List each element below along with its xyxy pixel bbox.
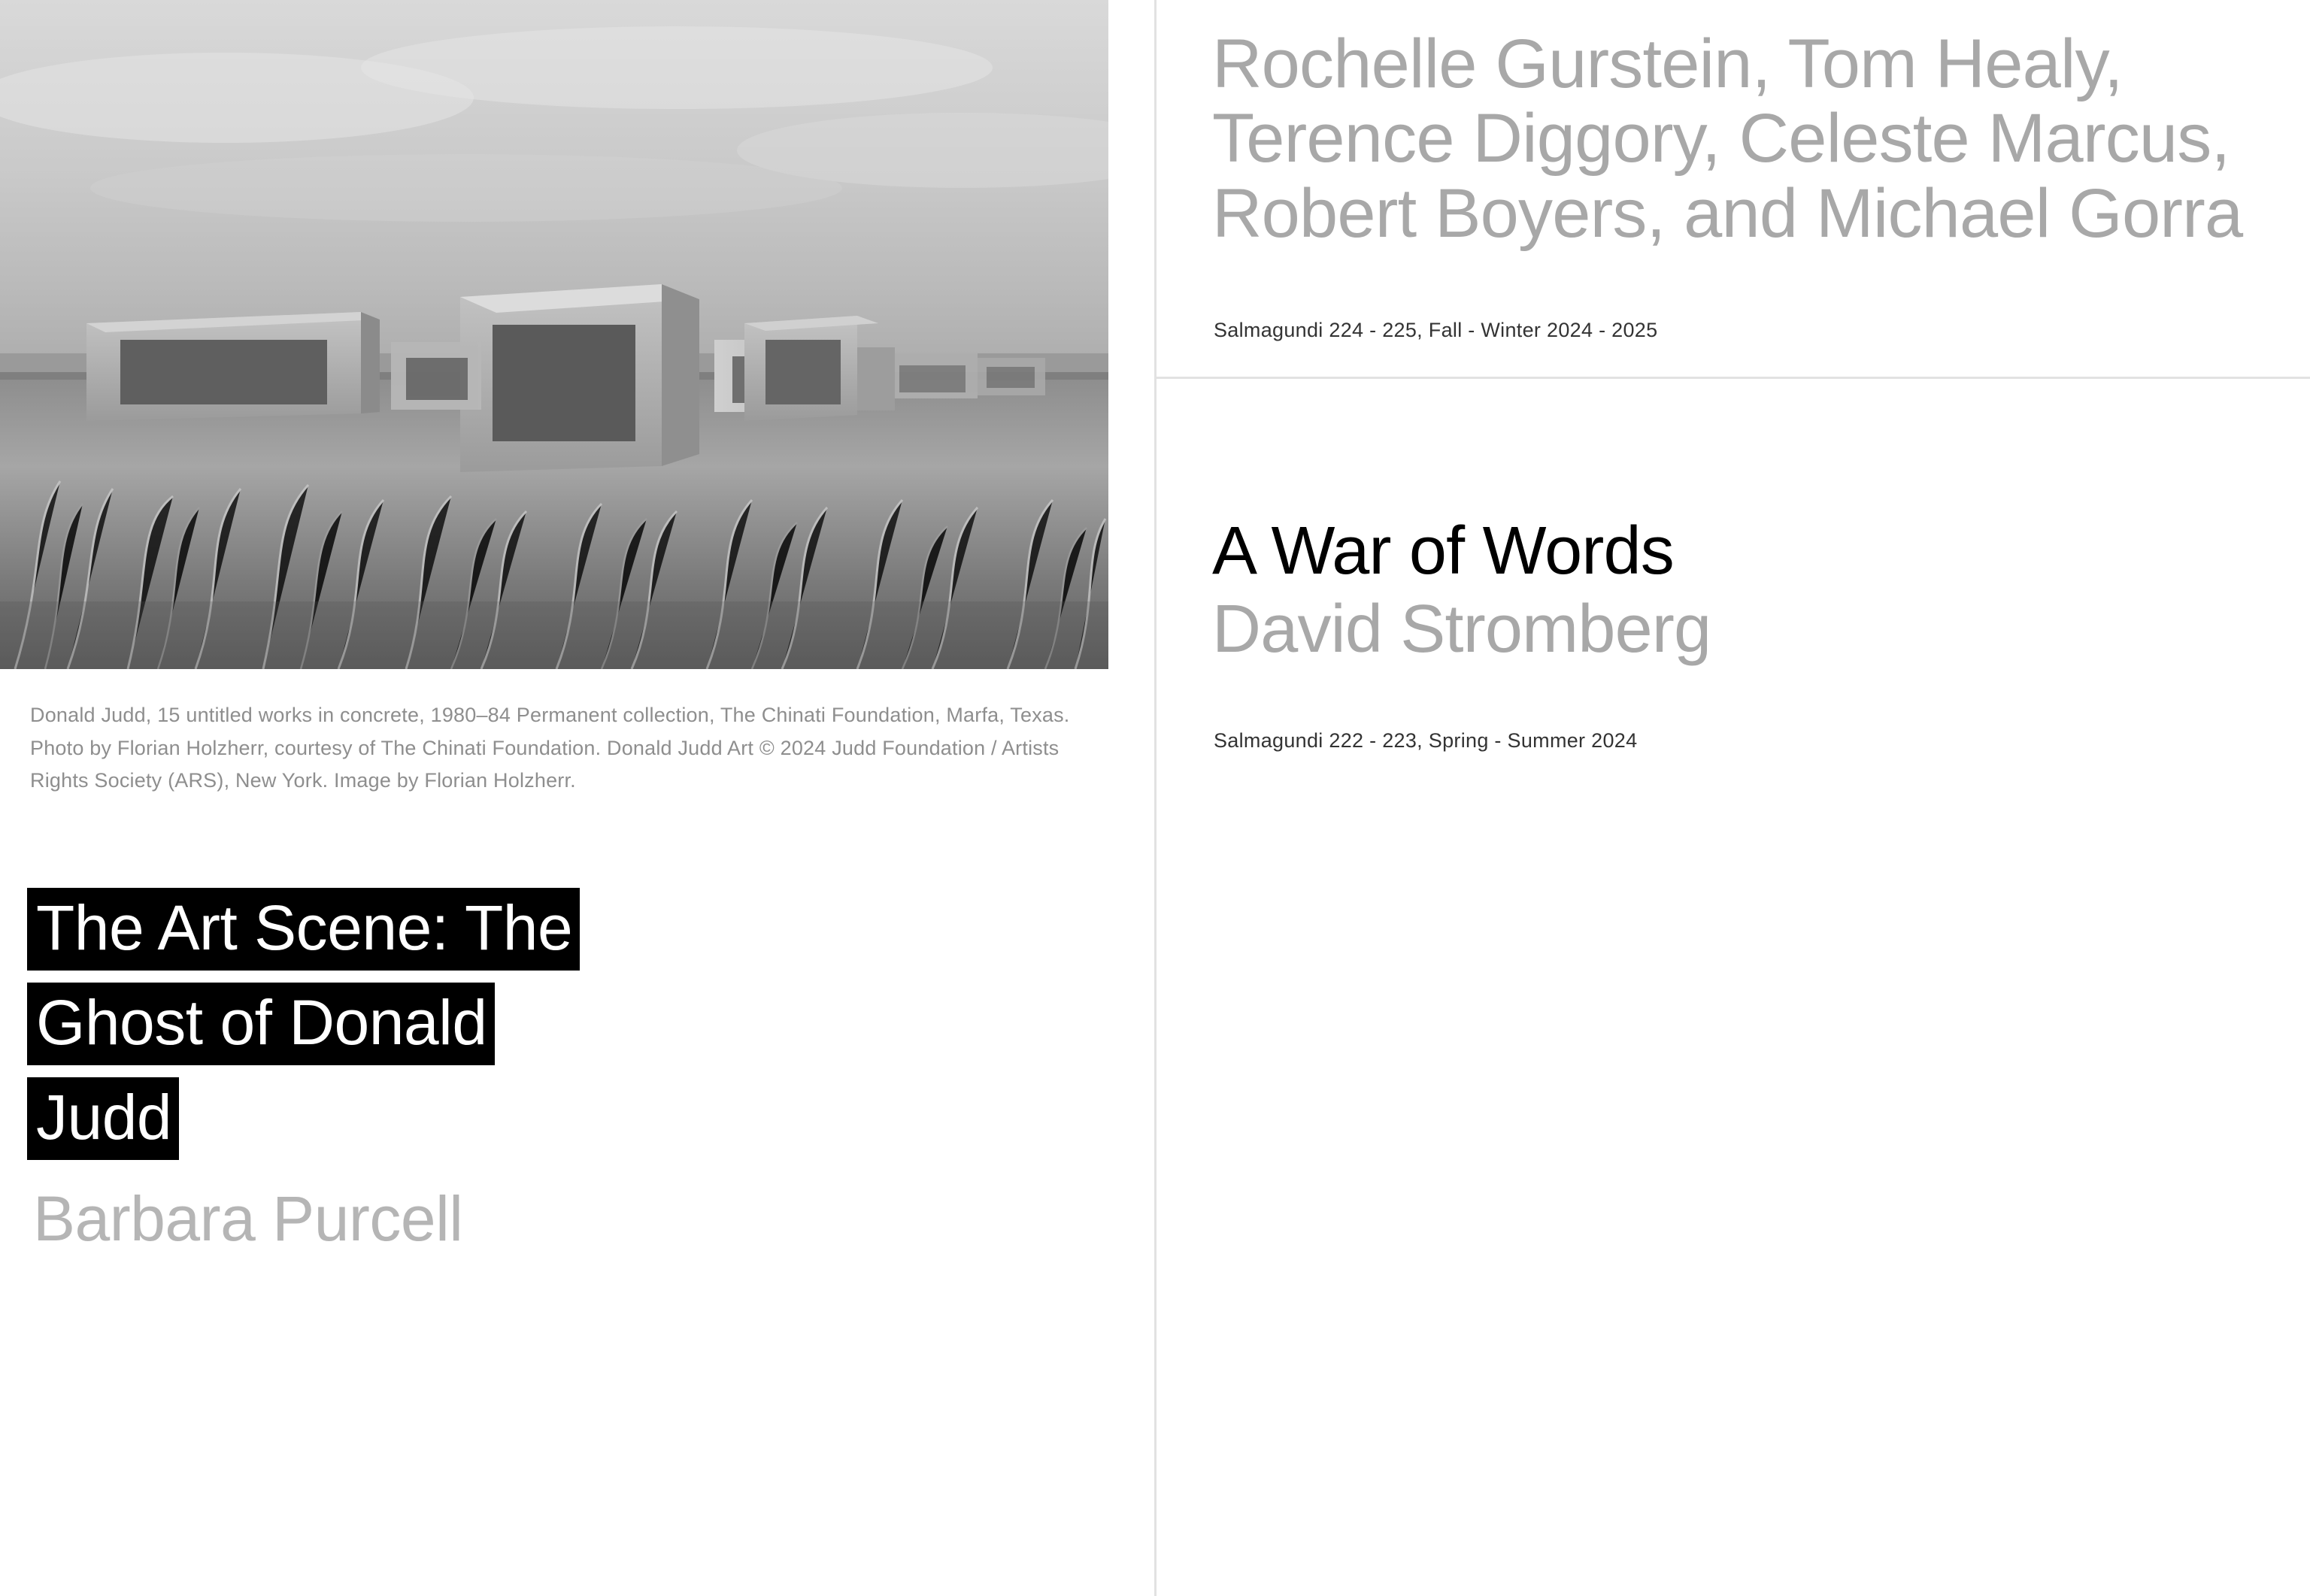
judd-concrete-works-photo [0, 0, 1108, 669]
entry-issue: Salmagundi 222 - 223, Spring - Summer 2024 [1214, 728, 1638, 752]
entry-author: David Stromberg [1212, 592, 1711, 668]
entry-issue: Salmagundi 224 - 225, Fall - Winter 2024 - 2025 [1214, 319, 1658, 342]
figure-caption: Donald Judd, 15 untitled works in concrete, 1980–84 Permanent collection, The Chinati Foundation, Marfa, Texas. Photo by Florian Holzherr, courtesy of The Chinati Foundation. Donald Judd Art © 2024 Judd Foundation / Artists Rights Society (ARS), New York. Image by Florian Holzherr. [30, 704, 1070, 792]
list-item[interactable] [1157, 379, 2310, 753]
article-title-line-3: Judd [27, 1077, 179, 1160]
entry-title: A War of Words [1212, 513, 1674, 589]
featured-article-entry[interactable] [0, 880, 1154, 1253]
article-title-line-2: Ghost of Donald [27, 983, 495, 1065]
entry-authors: Rochelle Gurstein, Tom Healy, Terence Diggory, Celeste Marcus, Robert Boyers, and Michael Gorra [1212, 26, 2243, 252]
list-item[interactable] [1157, 0, 2310, 342]
article-list-column [1157, 0, 2310, 1596]
article-title[interactable] [27, 880, 1072, 1164]
article-author: Barbara Purcell [33, 1183, 463, 1255]
article-figure [0, 0, 1108, 798]
article-title-line-1: The Art Scene: The [27, 888, 580, 971]
